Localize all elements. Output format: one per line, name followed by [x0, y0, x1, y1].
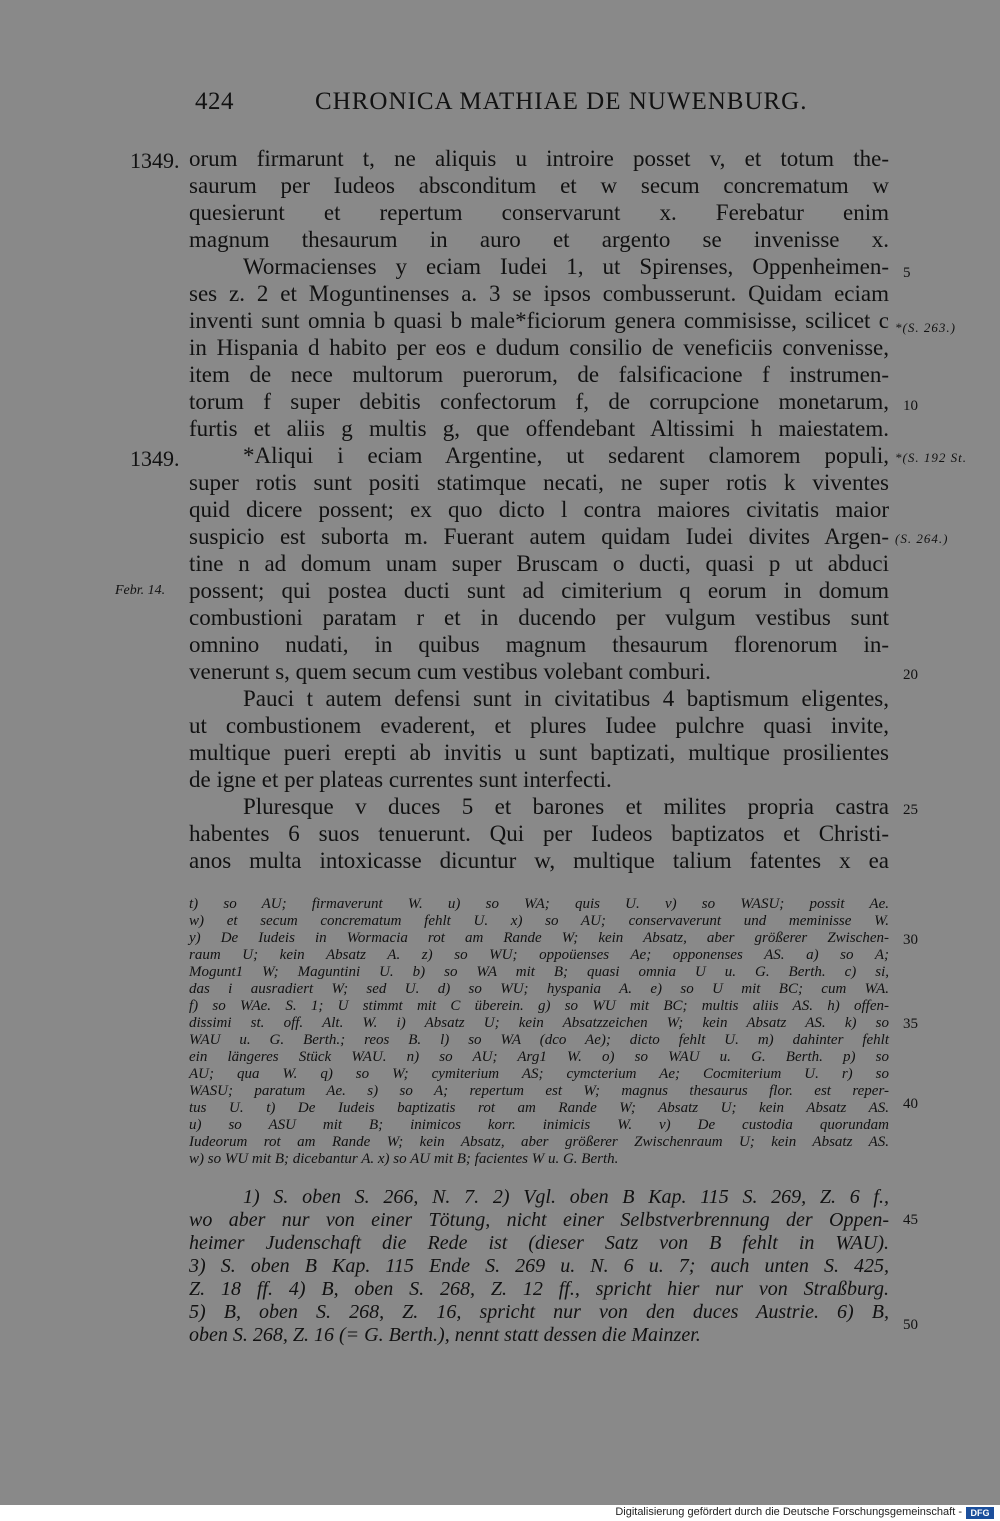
funding-footer	[0, 1505, 1000, 1521]
line-number: 5	[903, 265, 911, 281]
line-number: 20	[903, 667, 918, 683]
apparatus-line: t) so AU; firmaverunt W. u) so WA; quis U. v) so WASU; possit Ae.	[189, 896, 889, 912]
text-line: suspicio est suborta m. Fuerant autem quidam Iudei divites Argen-	[189, 524, 889, 549]
apparatus-line: AU; qua W. q) so W; cymiterium AS; cymcterium Ae; Cocmiterium U. r) so	[189, 1066, 889, 1082]
text-line: combustioni paratam r et in ducendo per vulgum vestibus sunt	[189, 605, 889, 630]
line-number: 45	[903, 1212, 918, 1228]
footnote-line: 5) B, oben S. 268, Z. 16, spricht nur von den duces Austrie. 6) B,	[189, 1301, 889, 1323]
text-line: item de nece multorum puerorum, de falsificacione f instrumen-	[189, 362, 889, 387]
apparatus-line: das i ausradiert W; sed U. d) so WU; hyspania A. e) so U mit BC; cum WA.	[189, 981, 889, 997]
text-line: super rotis sunt positi statimque necati, ne super rotis k viventes	[189, 470, 889, 495]
text-line: venerunt s, quem secum cum vestibus volebant comburi.	[189, 659, 711, 684]
text-line: saurum per Iudeos absconditum et w secum concrematum w	[189, 173, 889, 198]
margin-page-reference: (S. 264.)	[895, 531, 949, 546]
dfg-logo: DFG	[966, 1507, 994, 1519]
running-title: CHRONICA MATHIAE DE NUWENBURG.	[315, 88, 808, 115]
line-number: 50	[903, 1317, 918, 1333]
text-line: possent; qui postea ducti sunt ad cimiterium q eorum in domum	[189, 578, 889, 603]
apparatus-line: f) so WAe. S. 1; U stimmt mit C überein. g) so WU mit BC; multis aliis AS. h) offen-	[189, 998, 889, 1014]
margin-date: Febr. 14.	[115, 583, 166, 598]
apparatus-line: WASU; paratum Ae. s) so A; repertum est W; magnus thesaurus flor. est reper-	[189, 1083, 889, 1099]
footnote-line: oben S. 268, Z. 16 (= G. Berth.), nennt statt dessen die Mainzer.	[189, 1324, 701, 1346]
text-line: Pluresque v duces 5 et barones et milites propria castra	[243, 794, 889, 819]
text-line: de igne et per plateas currentes sunt interfecti.	[189, 767, 612, 792]
text-line: quesierunt et repertum conservarunt x. Ferebatur enim	[189, 200, 889, 225]
apparatus-line: u) so ASU mit B; inimicos korr. inimicis W. v) De custodia quorundam	[189, 1117, 889, 1133]
text-line: omnino nudati, in quibus magnum thesaurum florenorum in-	[189, 632, 889, 657]
footnote-line: heimer Judenschaft die Rede ist (dieser Satz von B fehlt in WAU).	[189, 1232, 889, 1254]
apparatus-line: Mogunt1 W; Maguntini U. b) so WA mit B; quasi omnia U u. G. Berth. c) si,	[189, 964, 889, 980]
line-number: 35	[903, 1016, 918, 1032]
page-number: 424	[195, 88, 234, 115]
apparatus-line: WAU u. G. Berth.; reos B. l) so WA (dco Ae); dicto fehlt U. m) dahinter fehlt	[189, 1032, 889, 1048]
text-line: in Hispania d habito per eos e dudum consilio de veneficiis convenisse,	[189, 335, 889, 360]
margin-page-reference: *(S. 263.)	[895, 320, 956, 335]
text-line: ut combustionem evaderent, et plures Iudee pulchre quasi invite,	[189, 713, 889, 738]
margin-year: 1349.	[130, 148, 180, 173]
apparatus-line: Iudeorum rot am Rande W; kein Absatz, aber größerer Zwischenraum U; kein Absatz AS.	[189, 1134, 889, 1150]
text-line: multique pueri erepti ab invitis u sunt baptizati, multique prosilientes	[189, 740, 889, 765]
funding-credit-text: Digitalisierung gefördert durch die Deutsche Forschungsgemeinschaft -	[615, 1506, 962, 1518]
text-line: furtis et aliis g multis g, que offendebant Altissimi h maiestatem.	[189, 416, 889, 441]
apparatus-line: y) De Iudeis in Wormacia rot am Rande W; kein Absatz, aber größerer Zwischen-	[189, 930, 889, 946]
text-line: habentes 6 suos tenuerunt. Qui per Iudeos baptizatos et Christi-	[189, 821, 889, 846]
apparatus-line: tus U. t) De Iudeis baptizatis rot am Rande W; Absatz U; kein Absatz AS.	[189, 1100, 889, 1116]
line-number: 10	[903, 398, 918, 414]
line-number: 30	[903, 932, 918, 948]
footnote-line: Z. 18 ff. 4) B, oben S. 268, Z. 12 ff., spricht hier nur von Straßburg.	[189, 1278, 889, 1300]
text-line: tine n ad domum unam super Bruscam o ducti, quasi p ut abduci	[189, 551, 889, 576]
apparatus-line: w) so WU mit B; dicebantur A. x) so AU mit B; facientes W u. G. Berth.	[189, 1151, 619, 1167]
line-number: 40	[903, 1096, 918, 1112]
text-line: Pauci t autem defensi sunt in civitatibus 4 baptismum eligentes,	[243, 686, 889, 711]
apparatus-line: raum U; kein Absatz A. z) so WU; oppoüenses Ae; opponenses AS. a) so A;	[189, 947, 889, 963]
text-line: *Aliqui i eciam Argentine, ut sedarent clamorem populi,	[243, 443, 889, 468]
footnote-line: 3) S. oben B Kap. 115 Ende S. 269 u. N. 6 u. 7; auch unten S. 425,	[189, 1255, 889, 1277]
text-line: ses z. 2 et Moguntinenses a. 3 se ipsos combusserunt. Quidam eciam	[189, 281, 889, 306]
text-line: Wormacienses y eciam Iudei 1, ut Spirenses, Oppenheimen-	[243, 254, 889, 279]
line-number: 25	[903, 802, 918, 818]
margin-year: 1349.	[130, 446, 180, 471]
text-line: torum f super debitis confectorum f, de corrupcione monetarum,	[189, 389, 889, 414]
text-line: orum firmarunt t, ne aliquis u introire posset v, et totum the-	[189, 146, 889, 171]
margin-page-reference: *(S. 192 St.	[895, 450, 967, 465]
apparatus-line: dissimi st. off. Alt. W. i) Absatz U; kein Absatzzeichen W; kein Absatz AS. k) so	[189, 1015, 889, 1031]
text-line: inventi sunt omnia b quasi b male*ficiorum genera commisisse, scilicet c	[189, 308, 889, 333]
footnote-line: 1) S. oben S. 266, N. 7. 2) Vgl. oben B Kap. 115 S. 269, Z. 6 f.,	[243, 1186, 889, 1208]
text-line: magnum thesaurum in auro et argento se invenisse x.	[189, 227, 889, 252]
text-line: anos multa intoxicasse dicuntur w, multique talium fatentes x ea	[189, 848, 889, 873]
apparatus-line: w) et secum concrematum fehlt U. x) so AU; conservaverunt und meminisse W.	[189, 913, 889, 929]
footnote-line: wo aber nur von einer Tötung, nicht einer Selbstverbrennung der Oppen-	[189, 1209, 889, 1231]
text-line: quid dicere possent; ex quo dicto l contra maiores civitatis maior	[189, 497, 889, 522]
apparatus-line: ein längeres Stück WAU. n) so AU; Arg1 W. o) so WAU u. G. Berth. p) so	[189, 1049, 889, 1065]
